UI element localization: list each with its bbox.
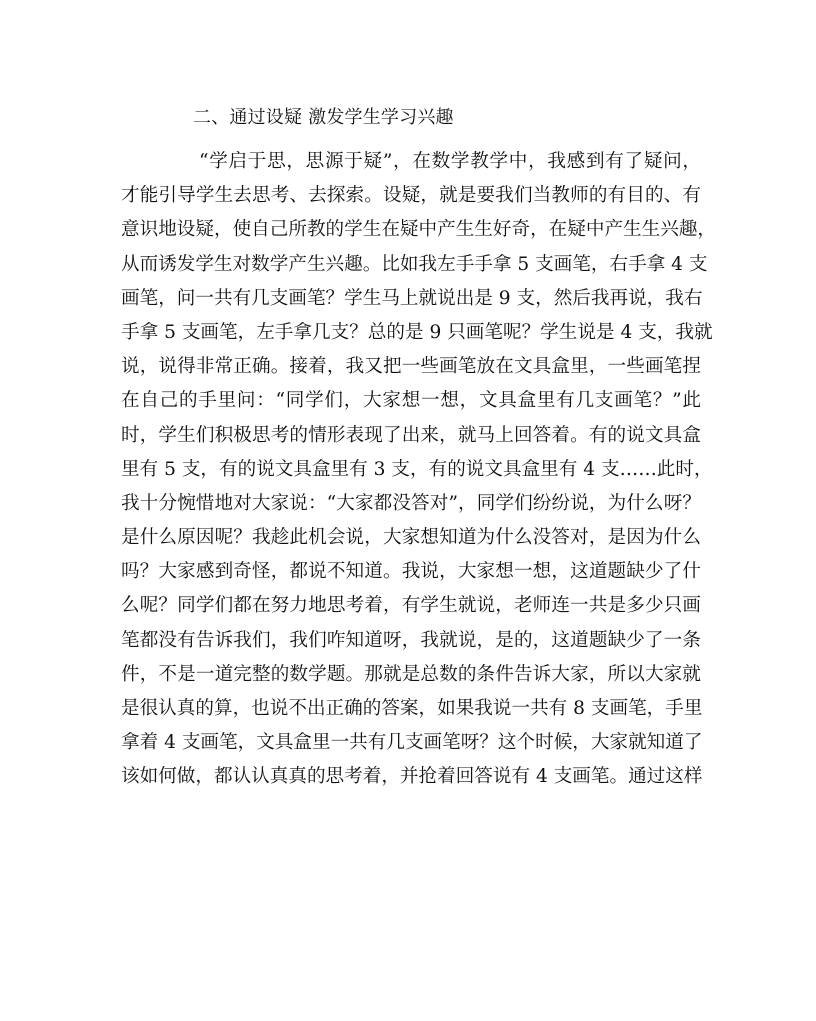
text-line: 才能引导学生去思考、去探索。设疑，就是要我们当教师的有目的、有 xyxy=(121,185,701,207)
text-line: 说，说得非常正确。接着，我又把一些画笔放在文具盒里，一些画笔捏 xyxy=(121,356,701,378)
body-paragraph xyxy=(121,145,717,795)
text-line: 手拿 5 支画笔，左手拿几支？总的是 9 只画笔呢？学生说是 4 支，我就 xyxy=(121,321,713,343)
text-line: 么呢？同学们都在努力地思考着，有学生就说，老师连一共是多少只画 xyxy=(121,595,701,617)
text-line: 件，不是一道完整的数学题。那就是总数的条件告诉大家，所以大家就 xyxy=(121,663,701,685)
text-line: 里有 5 支，有的说文具盒里有 3 支，有的说文具盒里有 4 支……此时， xyxy=(121,458,713,480)
text-line: 在自己的手里问：“同学们，大家想一想，文具盒里有几支画笔？”此 xyxy=(121,390,701,412)
section-heading: 二、通过设疑 激发学生学习兴趣 xyxy=(193,107,454,128)
text-line: “学启于思，思源于疑”，在数学教学中，我感到有了疑问， xyxy=(199,151,701,172)
text-line: 时，学生们积极思考的情形表现了出来，就马上回答着。有的说文具盒 xyxy=(121,424,701,446)
text-line: 拿着 4 支画笔，文具盒里一共有几支画笔呀？这个时候，大家就知道了 xyxy=(121,732,703,754)
text-line: 吗？大家感到奇怪，都说不知道。我说，大家想一想，这道题缺少了什 xyxy=(121,561,701,583)
text-line: 意识地设疑，使自己所教的学生在疑中产生生好奇，在疑中产生生兴趣， xyxy=(121,219,717,241)
text-line: 画笔，问一共有几支画笔？学生马上就说出是 9 支，然后我再说，我右 xyxy=(121,287,703,309)
text-line: 是什么原因呢？我趁此机会说，大家想知道为什么没答对，是因为什么 xyxy=(121,527,701,549)
text-line: 该如何做，都认认真真的思考着，并抢着回答说有 4 支画笔。通过这样 xyxy=(121,766,703,788)
text-line: 我十分惋惜地对大家说：“大家都没答对”，同学们纷纷说，为什么呀？ xyxy=(121,492,701,514)
text-line: 笔都没有告诉我们，我们咋知道呀，我就说，是的，这道题缺少了一条 xyxy=(121,629,701,651)
text-line: 是很认真的算，也说不出正确的答案，如果我说一共有 8 支画笔，手里 xyxy=(121,698,703,719)
text-line: 从而诱发学生对数学产生兴趣。比如我左手手拿 5 支画笔，右手拿 4 支 xyxy=(121,253,708,275)
